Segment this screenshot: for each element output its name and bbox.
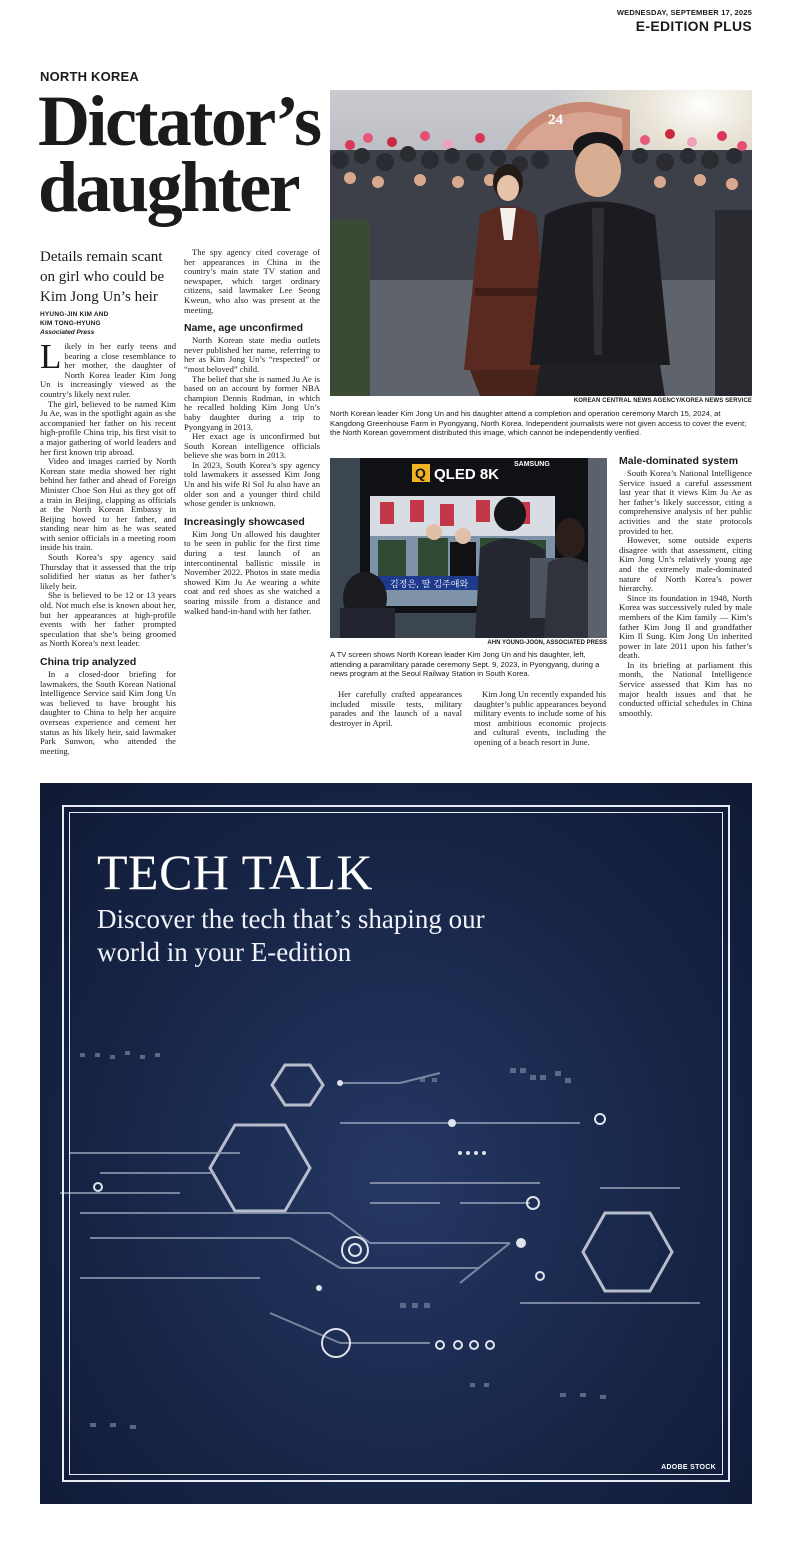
- dek: Details remain scant on girl who could be Kim Jong Un’s heir: [40, 249, 165, 305]
- headline: [38, 81, 328, 227]
- article-paragraph: The belief that she is named Ju Ae is based on an account by former NBA champion Dennis Rodman, in which he recalled holding Kim Jong Un’s baby daughter during a trip to Pyongyang in 2013.: [184, 373, 320, 432]
- article-paragraph: Her exact age is unconfirmed but South Korean intelligence officials believe she was born in 2013.: [184, 431, 320, 461]
- headline-line: Dictator’s: [38, 81, 320, 161]
- subhead: Name, age unconfirmed: [184, 322, 304, 335]
- article-paragraph: Video and images carried by North Korean state media showed her right behind her father and ahead of Foreign Minister Choe Son Hui as they got off a train in Beijing, clapping as officials at the North Korean Embassy in Beijing bowed to her father, and standing near him as he was seated with senior officials in a meeting room inside his train.: [40, 456, 176, 553]
- byline: [40, 310, 176, 337]
- article-paragraph: Since its foundation in 1948, North Korea was successively ruled by male members of the Kim family — Kim’s father Kim Jong Il and grandfather Kim Il Sung. Kim Jong Un inherited power in late 2011 upon his father’s death.: [619, 592, 752, 661]
- second-photo: [330, 458, 607, 638]
- article-paragraph: In 2023, South Korea’s spy agency told lawmakers it assessed Kim Jong Un and his wife Ri Sol Ju also have an older son and a younger third child whose gender is unknown.: [184, 459, 320, 509]
- issue-date: WEDNESDAY, SEPTEMBER 17, 2025: [616, 8, 752, 17]
- byline-agency: Associated Press: [40, 329, 95, 336]
- promo-subtitle: Discover the tech that’s shaping our world in your E-edition: [97, 904, 485, 967]
- article-paragraph: Kim Jong Un recently expanded his daughter’s public appearances beyond military events to include some of his most ambitious economic projects and cultural events, including the opening of a beach resort in June.: [474, 689, 606, 747]
- article-paragraph: Her carefully crafted appearances included missile tests, military parades and the launch of a naval destroyer in April.: [330, 689, 462, 728]
- drop-cap: L: [40, 337, 62, 376]
- tv-model: QLED 8K: [434, 466, 500, 483]
- article-paragraph: Kim Jong Un allowed his daughter to be seen in public for the first time during a test launch of an intercontinental ballistic missile in November 2022. Photos in state media showed Kim Ju Ae wearing a white coat and red shoes as she watched a soaring missile from a distance and walked hand-in-hand with her father.: [184, 528, 320, 616]
- article-paragraph: In its briefing at parliament this month, the National Intelligence Service assessed that Kim has no major health issues and that he conducted official schedules in China smoothly.: [619, 659, 752, 718]
- photo-caption: A TV screen shows North Korean leader Kim Jong Un and his daughter, left, attending a paramilitary parade ceremony Sept. 9, 2023, in Pyongyang, during a news program at the Seoul Railway Station in South Korea.: [330, 650, 600, 678]
- article-column-1: [40, 337, 176, 756]
- subhead: Increasingly showcased: [184, 515, 305, 528]
- tv-brand: SAMSUNG: [514, 461, 550, 468]
- article-paragraph: The spy agency cited coverage of her appearances in China in the country’s main state TV station and newspaper, which target ordinary citizens, said lawmaker Lee Seong Kweun, who also was present at the meeting.: [184, 247, 320, 315]
- article-paragraph: She is believed to be 12 or 13 years old. Not much else is known about her, but her appearances at high-profile events with her father prompted speculation that she’s being groomed as North Korea’s next leader.: [40, 590, 176, 649]
- article-paragraph: However, some outside experts disagree with that assessment, citing Kim Jong Un’s relatively young age and the extremely male-dominated nature of North Korea’s power hierarchy.: [619, 535, 752, 594]
- masthead: [617, 8, 752, 34]
- second-photo-illustration: [330, 458, 607, 638]
- article-paragraph: North Korean state media outlets never published her name, referring to her as Kim Jong Un’s “respected” or “most beloved” child.: [184, 335, 320, 374]
- byline-names: KIM TONG-HYUNG: [40, 320, 101, 327]
- article-column-5: [619, 455, 752, 718]
- edition-label: E-EDITION PLUS: [635, 18, 752, 34]
- section-kicker: NORTH KOREA: [40, 69, 139, 84]
- article-column-3: [330, 690, 462, 728]
- building-number: 24: [548, 112, 563, 128]
- paragraph-text: ikely in her early teens and bearing a close resemblance to her mother, the daughter of North Korea leader Kim Jong Un is increasingly viewed as the country’s likely next ruler.: [40, 341, 176, 399]
- article-paragraph: The girl, believed to be named Kim Ju Ae, was in the spotlight again as she accompanied her father on his recent high-profile China trip, his first visit to a major gathering of world leaders and her first known trip abroad.: [40, 398, 176, 457]
- article-paragraph: In a closed-door briefing for lawmakers, the South Korean National Intelligence Service said Kim Jong Un was believed to have brought his daughter to China to help her acquire overseas experience and cement her status as his likely heir, said lawmaker Park Sunwon, who attended the meeting.: [40, 669, 176, 756]
- article-column-4: [474, 690, 606, 748]
- tv-subtitle: 김정은, 딸 김주애와: [390, 580, 469, 590]
- promo-title: TECH TALK: [97, 844, 373, 900]
- photo-credit: KOREAN CENTRAL NEWS AGENCY/KOREA NEWS SERVICE: [573, 398, 752, 404]
- lead-photo: [330, 90, 752, 396]
- tv-logo-q: Q: [415, 465, 426, 481]
- lead-photo-illustration: [330, 90, 752, 396]
- photo-credit: AHN YOUNG-JOON, ASSOCIATED PRESS: [487, 640, 607, 646]
- photo-caption: North Korean leader Kim Jong Un and his daughter attend a completion and operation ceremony March 15, 2024, at Kangdong Greenhouse Farm in Pyongyang, North Korea. Independent journalists were not given access to cover the event; the North Korean government distributed this image, which cannot be independently verified.: [330, 409, 747, 437]
- article-paragraph: South Korea’s National Intelligence Service issued a careful assessment last year that it views Kim Ju Ae as her father’s likely successor, citing a comprehensive analysis of her public activities and the state protocols provided to her.: [619, 468, 752, 536]
- article-paragraph: South Korea’s spy agency said Thursday that it assessed that the trip solidified her status as her father’s likely heir.: [40, 552, 176, 591]
- promo-credit: ADOBE STOCK: [661, 1464, 716, 1471]
- article-column-2: [184, 248, 320, 616]
- article-paragraph: [40, 337, 176, 400]
- tech-talk-promo[interactable]: [40, 783, 752, 1504]
- subhead: China trip analyzed: [40, 656, 137, 668]
- byline-names: HYUNG-JIN KIM AND: [40, 311, 109, 318]
- subhead: Male-dominated system: [619, 455, 739, 467]
- headline-line: daughter: [38, 147, 299, 227]
